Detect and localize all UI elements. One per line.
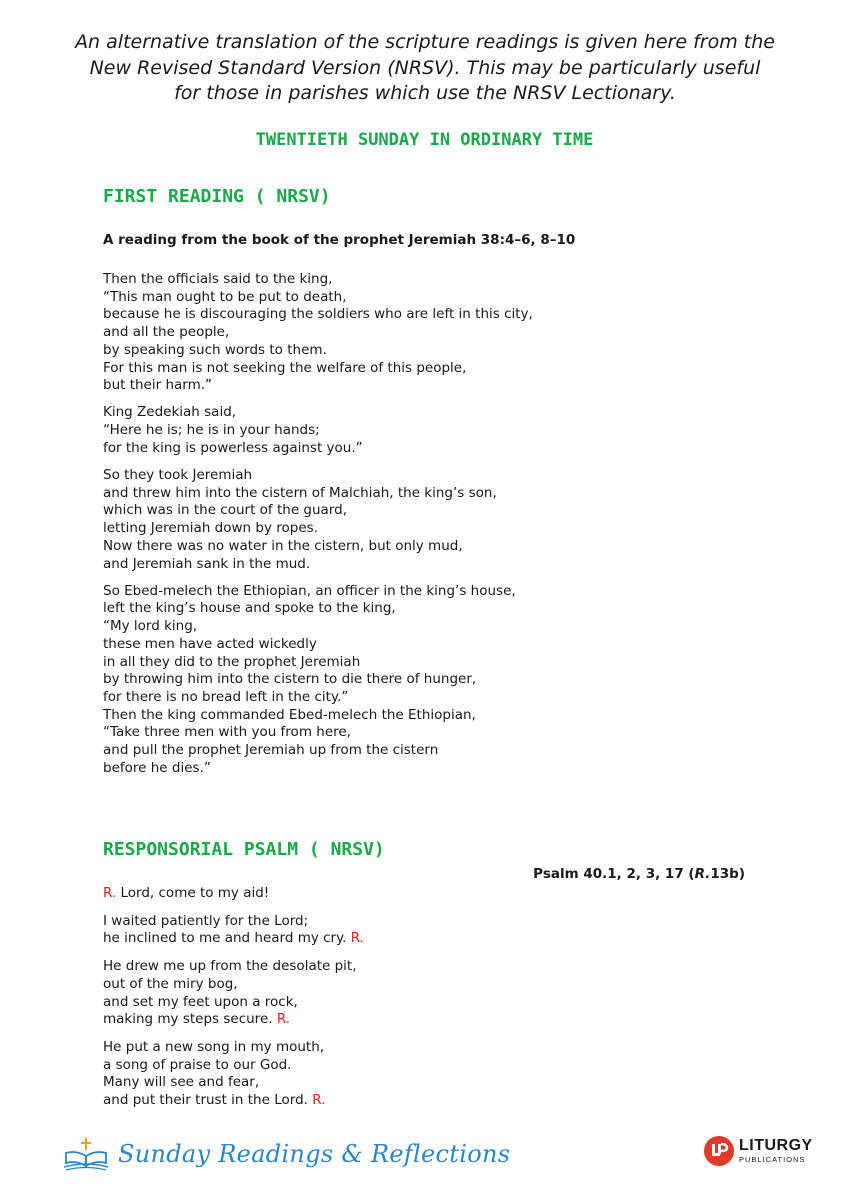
- psalm-line: [103, 1057, 623, 1075]
- reading-line: for there is no bread left in the city.”: [103, 688, 349, 705]
- psalm-line: [103, 1011, 623, 1029]
- psalm-line: [103, 1092, 623, 1110]
- reading-line: Then the officials said to the king,: [103, 271, 333, 287]
- psalm-ref-end: 13b): [710, 866, 745, 882]
- reading-line: “Here he is; he is in your hands;: [103, 422, 320, 439]
- response-marker: R.: [103, 885, 117, 901]
- psalm-line-text: Many will see and fear,: [103, 1074, 260, 1091]
- reading-line: and pull the prophet Jeremiah up from the cistern: [103, 742, 439, 759]
- reading-line: King Zedekiah said,: [103, 404, 237, 421]
- reading-line: and all the people,: [103, 324, 230, 341]
- reading-stanza: [103, 583, 623, 778]
- intro-note: [70, 30, 780, 107]
- reading-line: Now there was no water in the cistern, but only mud,: [103, 537, 463, 554]
- psalm-line-text: He put a new song in my mouth,: [103, 1038, 325, 1055]
- psalm-line-text: a song of praise to our God.: [103, 1056, 292, 1073]
- footer-brand: [62, 1134, 510, 1174]
- psalm-response: [103, 885, 623, 903]
- psalm-line: [103, 994, 623, 1012]
- reading-stanza: [103, 271, 623, 395]
- reading-line: which was in the court of the guard,: [103, 502, 347, 519]
- intro-line: An alternative translation of the scripture readings is given here from the: [75, 31, 775, 53]
- psalm-line: [103, 1039, 623, 1057]
- psalm-line-text: out of the miry bog,: [103, 975, 238, 992]
- intro-line: New Revised Standard Version (NRSV). This may be particularly useful: [89, 56, 761, 79]
- psalm-line: [103, 913, 623, 931]
- open-book-icon: [62, 1136, 110, 1172]
- intro-line: for those in parishes which use the NRSV Lectionary.: [174, 82, 676, 104]
- reading-line: letting Jeremiah down by ropes.: [103, 520, 318, 537]
- psalm-response-line: [103, 885, 623, 903]
- liturgy-logo: [704, 1136, 813, 1166]
- reading-line: but their harm.”: [103, 377, 213, 394]
- reading-stanza: [103, 467, 623, 573]
- reading-line: and Jeremiah sank in the mud.: [103, 555, 311, 572]
- psalm-line: [103, 1074, 623, 1092]
- psalm-line-text: He drew me up from the desolate pit,: [103, 958, 357, 975]
- response-marker: R.: [276, 1011, 291, 1028]
- psalm-line-text: and put their trust in the Lord.: [103, 1092, 308, 1109]
- first-reading-text: [103, 271, 623, 787]
- psalm-line-text: making my steps secure.: [103, 1011, 273, 1028]
- psalm-stanza: [103, 913, 623, 948]
- psalm-line-text: he inclined to me and heard my cry.: [103, 930, 347, 947]
- reading-line: For this man is not seeking the welfare of this people,: [103, 359, 467, 376]
- logo-main-text: LITURGY: [739, 1137, 813, 1155]
- reading-source: A reading from the book of the prophet Jeremiah 38:4–6, 8–10: [103, 232, 576, 248]
- reading-line: and threw him into the cistern of Malchiah, the king’s son,: [103, 484, 497, 501]
- reading-stanza: [103, 404, 623, 457]
- psalm-ref-main: Psalm 40.1, 2, 3, 17 (: [533, 866, 695, 882]
- reading-line: because he is discouraging the soldiers who are left in this city,: [103, 306, 533, 323]
- psalm-stanza: [103, 958, 623, 1029]
- response-marker: R.: [350, 930, 364, 947]
- reading-line: by throwing him into the cistern to die there of hunger,: [103, 671, 477, 688]
- psalm-line: [103, 958, 623, 976]
- response-marker: R.: [312, 1092, 326, 1109]
- reading-line: “This man ought to be put to death,: [103, 288, 347, 305]
- psalm-reference: [533, 866, 745, 882]
- psalm-line-text: I waited patiently for the Lord;: [103, 912, 309, 929]
- psalm-line: [103, 930, 623, 948]
- psalm-ref-r: R.: [694, 866, 711, 882]
- reading-line: before he dies.”: [103, 759, 211, 776]
- reading-line: these men have acted wickedly: [103, 635, 317, 652]
- reading-line: “My lord king,: [103, 618, 198, 635]
- psalm-text: [103, 885, 623, 1120]
- psalm-stanza: [103, 1039, 623, 1110]
- logo-sub-text: PUBLICATIONS: [739, 1155, 806, 1165]
- reading-line: So Ebed-melech the Ethiopian, an officer in the king’s house,: [103, 582, 516, 599]
- liturgy-logo-icon: [704, 1136, 734, 1166]
- footer-title: Sunday Readings & Reflections: [118, 1140, 511, 1168]
- reading-line: left the king’s house and spoke to the king,: [103, 600, 396, 617]
- psalm-line-text: and set my feet upon a rock,: [103, 993, 298, 1010]
- reading-line: by speaking such words to them.: [103, 341, 327, 358]
- reading-line: “Take three men with you from here,: [103, 724, 351, 741]
- reading-line: for the king is powerless against you.”: [103, 439, 363, 456]
- first-reading-heading: FIRST READING ( NRSV): [103, 186, 331, 207]
- psalm-heading: RESPONSORIAL PSALM ( NRSV): [103, 839, 385, 860]
- psalm-line: [103, 976, 623, 994]
- response-text: Lord, come to my aid!: [120, 885, 270, 901]
- reading-line: So they took Jeremiah: [103, 467, 253, 484]
- reading-line: Then the king commanded Ebed-melech the Ethiopian,: [103, 706, 476, 723]
- reading-line: in all they did to the prophet Jeremiah: [103, 653, 361, 670]
- sunday-title: TWENTIETH SUNDAY IN ORDINARY TIME: [255, 130, 594, 150]
